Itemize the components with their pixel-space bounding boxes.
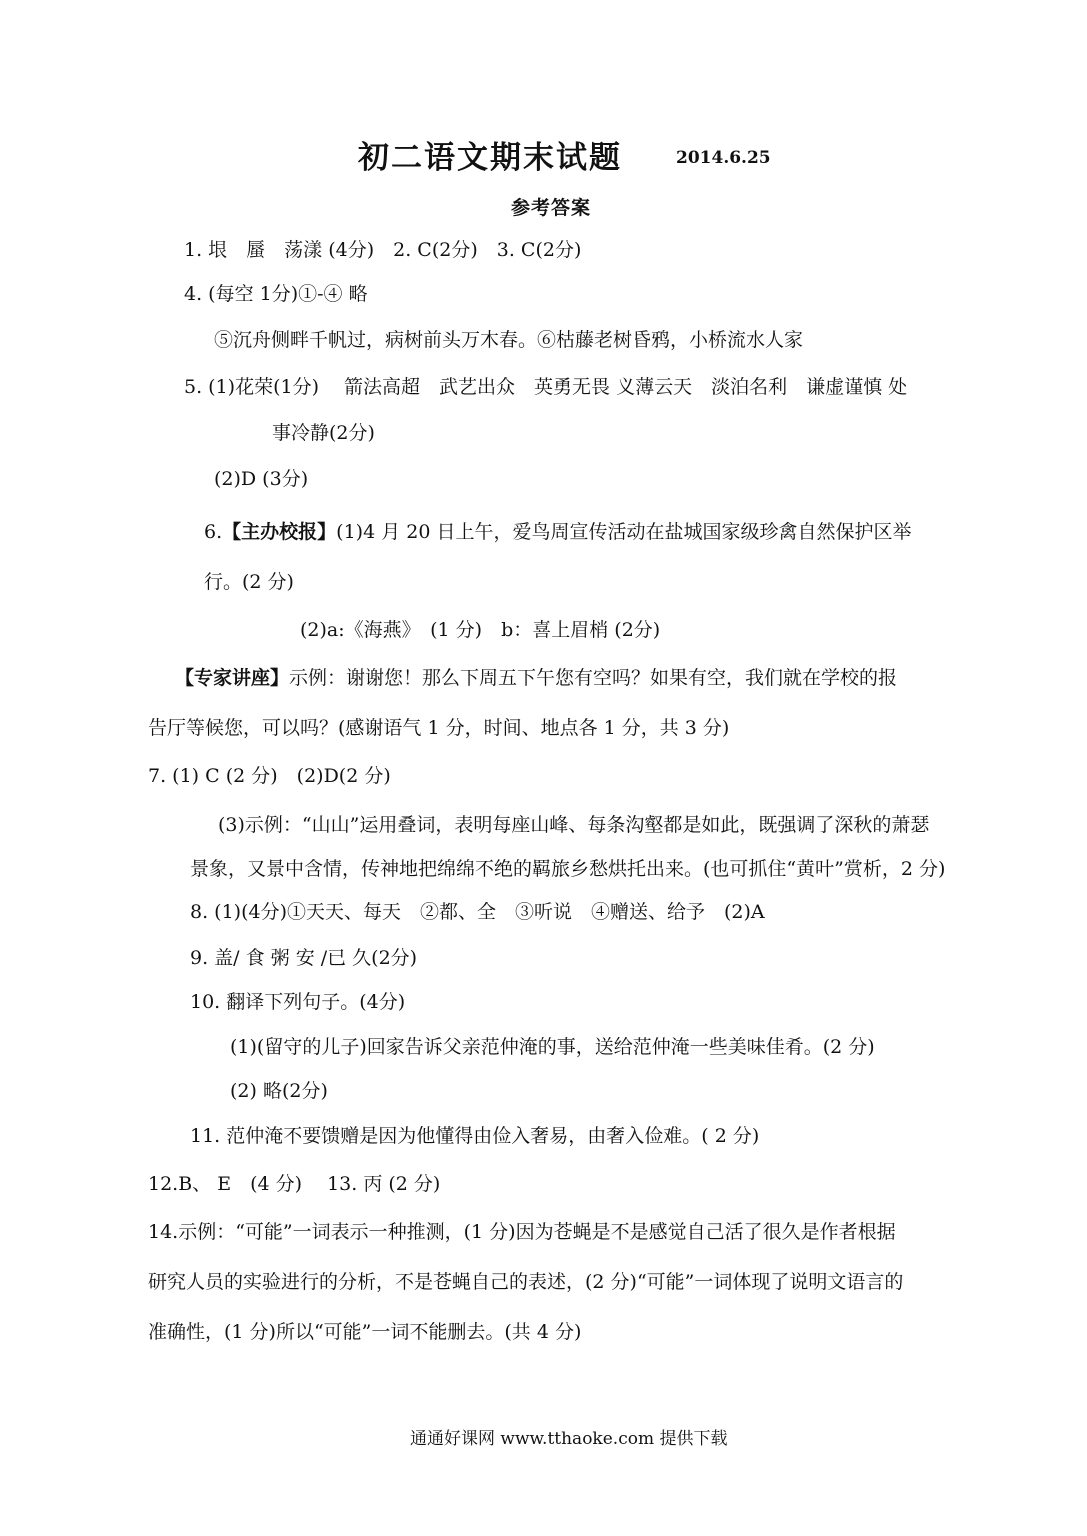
exam-date: 2014.6.25 [676,148,771,168]
answer-line-18: (1)(留守的儿子)回家告诉父亲范仲淹的事，送给范仲淹一些美味佳肴。(2 分) [230,1036,875,1058]
answer-line-13: (3)示例：“山山”运用叠词，表明每座山峰、每条沟壑都是如此，既强调了深秋的萧瑟 [218,814,930,836]
answer-line-4: 5. (1)花荣(1分) 箭法高超 武艺出众 英勇无畏 义薄云天 淡泊名利 谦虚谨慎 处 [184,376,908,398]
answer-line-12: 7. (1) C (2 分) (2)D(2 分) [148,765,391,787]
answer-line-11: 告厅等候您，可以吗？(感谢语气 1 分，时间、地点各 1 分，共 3 分) [148,717,730,739]
answer-line-5: 事冷静(2分) [272,422,375,444]
answer-line-17: 10. 翻译下列句子。(4分) [190,991,406,1013]
answer-line-23: 研究人员的实验进行的分析，不是苍蝇自己的表述，(2 分)“可能”一词体现了说明文语言的 [148,1271,904,1293]
answer-line-8: 行。(2 分) [204,571,294,593]
answer-line-22: 14.示例：“可能”一词表示一种推测，(1 分)因为苍蝇是不是感觉自己活了很久是作者根据 [148,1221,896,1243]
answer-line-24: 准确性，(1 分)所以“可能”一词不能删去。(共 4 分) [148,1321,582,1343]
section-tag-expert-lecture: 【专家讲座】 [175,667,290,689]
answer-line-14: 景象，又景中含情，传神地把绵绵不绝的羁旅乡愁烘托出来。(也可抓住“黄叶”赏析，2 分) [190,858,946,880]
section-tag-school-news: 【主办校报】 [222,521,337,543]
answer-text: 示例：谢谢您！那么下周五下午您有空吗？如果有空，我们就在学校的报 [289,667,898,689]
answer-line-3: ⑤沉舟侧畔千帆过，病树前头万木春。⑥枯藤老树昏鸦，小桥流水人家 [214,329,804,351]
answer-line-16: 9. 盖/ 食 粥 安 /已 久(2分) [190,947,418,969]
answer-line-15: 8. (1)(4分)①天天、每天 ②都、全 ③听说 ④赠送、给予 (2)A [190,901,765,923]
answer-line-2: 4. (每空 1分)①-④ 略 [184,283,368,305]
answer-line-19: (2) 略(2分) [230,1080,328,1102]
answer-text: (1)4 月 20 日上午，爱鸟周宣传活动在盐城国家级珍禽自然保护区举 [336,521,912,543]
answer-line-21: 12.B、 E (4 分) 13. 丙 (2 分) [148,1173,441,1195]
answer-line-6: (2)D (3分) [214,468,309,490]
answer-line-20: 11. 范仲淹不要馈赠是因为他懂得由俭入奢易，由奢入俭难。( 2 分) [190,1125,760,1147]
footer-credit: 通通好课网 www.tthaoke.com 提供下载 [410,1429,728,1449]
answer-line-9: (2)a:《海燕》 (1 分) b：喜上眉梢 (2分) [300,619,661,641]
answer-line-10 [175,666,897,690]
answer-line-7 [204,520,911,544]
page-title: 初二语文期末试题 [358,140,622,176]
answer-line-1: 1. 垠 蜃 荡漾 (4分) 2. C(2分) 3. C(2分) [184,239,582,261]
question-number: 6. [204,521,223,543]
page-subtitle: 参考答案 [511,197,592,219]
